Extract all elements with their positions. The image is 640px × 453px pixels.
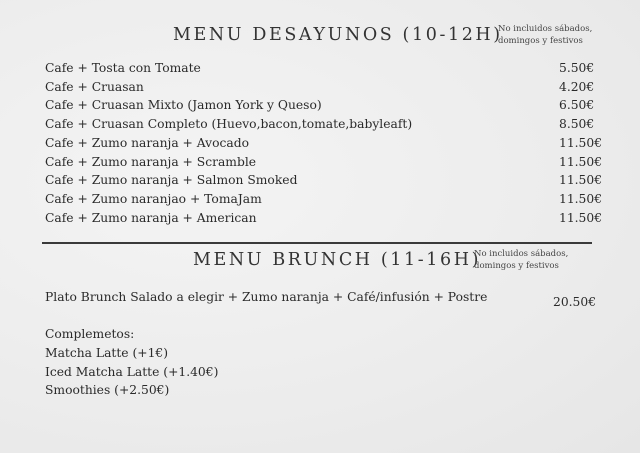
menu-item-price: 11.50€ [559,210,603,225]
menu-item-name: Cafe + Zumo naranja + Salmon Smoked [45,173,298,188]
menu-item-name: Cafe + Tosta con Tomate [45,61,201,75]
menu-item-name: Cafe + Zumo naranjao + TomaJam [45,191,262,206]
menu-item-price: 11.50€ [559,154,603,169]
brunch-note-line1: No incluidos sábados, [474,249,569,259]
menu-item-name: Cafe + Zumo naranja + Scramble [45,154,257,169]
section-divider [42,242,592,244]
menu-item-price: 8.50€ [559,117,595,132]
menu-item-price: 11.50€ [559,191,603,206]
menu-item-price: 11.50€ [559,135,603,150]
menu-item-name: Cafe + Zumo naranja + American [45,210,257,225]
menu-item-price: 11.50€ [559,173,603,188]
menu-item-price: 5.50€ [559,61,595,75]
menu-item-price: 4.20€ [559,79,595,94]
brunch-note [474,248,568,272]
extra-item: Matcha Latte (+1€) [45,346,169,360]
menu-item-name: Cafe + Zumo naranja + Avocado [45,135,249,150]
extras-heading: Complemetos: [45,327,135,341]
breakfast-note-line1: No incluidos sábados, [498,24,593,34]
brunch-item-name: Plato Brunch Salado a elegir + Zumo naranja + Café/infusión + Postre [45,290,488,304]
brunch-item-price: 20.50€ [553,295,597,309]
breakfast-note [498,23,592,47]
brunch-note-line2: domingos y festivos [474,261,559,271]
extra-item: Iced Matcha Latte (+1.40€) [45,365,219,379]
menu-item-price: 6.50€ [559,98,595,113]
extra-item: Smoothies (+2.50€) [45,383,170,397]
menu-item-name: Cafe + Cruasan Mixto (Jamon York y Queso) [45,98,322,113]
breakfast-note-line2: domingos y festivos [498,36,583,46]
menu-item-name: Cafe + Cruasan Completo (Huevo,bacon,tomate,babyleaft) [45,117,413,132]
brunch-title: MENU BRUNCH (11-16H) [193,250,481,270]
menu-item-name: Cafe + Cruasan [45,79,144,94]
breakfast-title: MENU DESAYUNOS (10-12H) [173,25,503,45]
